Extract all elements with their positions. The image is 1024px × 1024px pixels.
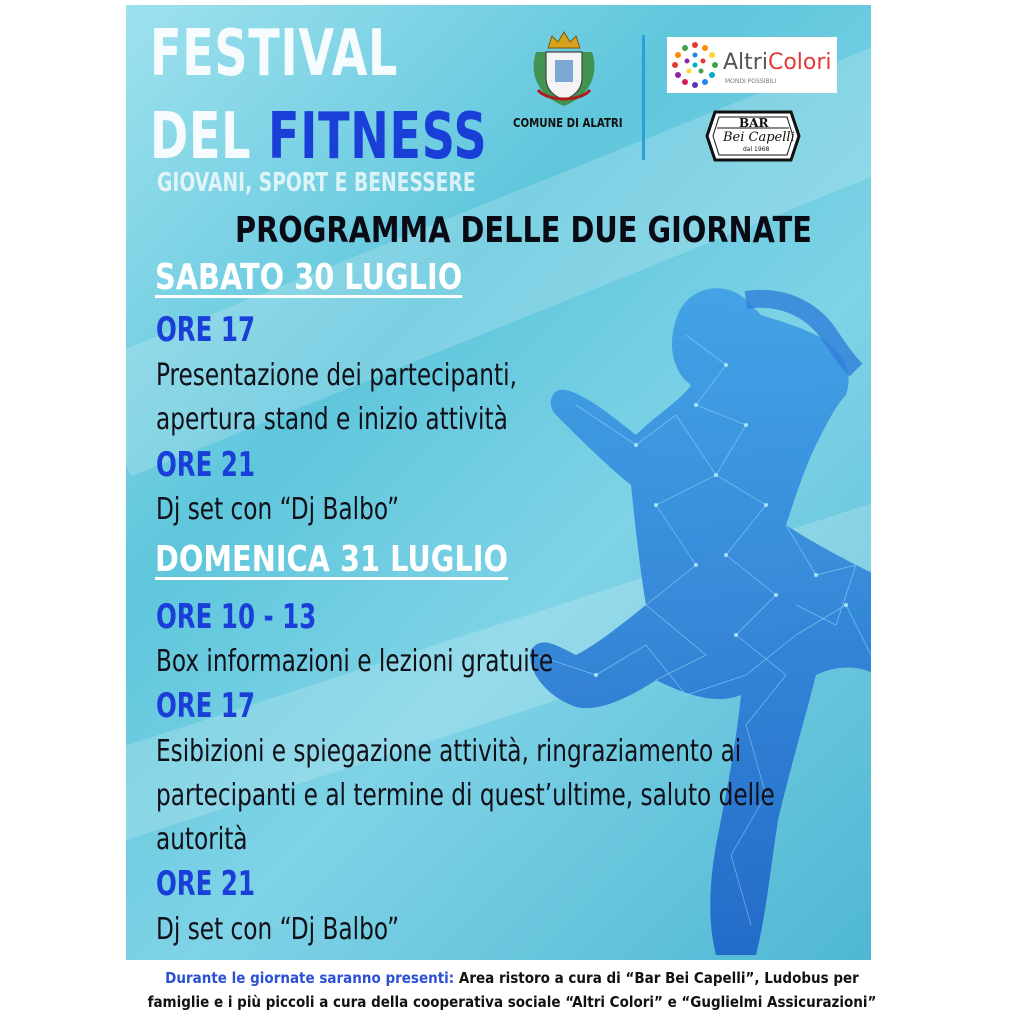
altri-colori-tagline: MONDI POSSIBILI xyxy=(725,78,777,85)
festival-title-line2 xyxy=(150,100,488,174)
event-description: apertura stand e inizio attività xyxy=(156,402,508,437)
festival-title-del: DEL xyxy=(150,100,252,174)
event-description: partecipanti e al termine di quest’ultime, saluto delle xyxy=(156,778,775,813)
event-description: autorità xyxy=(156,822,248,857)
bar-word: BAR xyxy=(739,116,769,130)
logo-divider xyxy=(642,35,645,160)
event-description: Presentazione dei partecipanti, xyxy=(156,358,517,393)
bar-since: dal 1968 xyxy=(743,146,770,153)
footer-line1 xyxy=(0,966,1024,990)
footer-line1-rest: Area ristoro a cura di “Bar Bei Capelli”, Ludobus per xyxy=(458,969,859,987)
program-heading: PROGRAMMA DELLE DUE GIORNATE xyxy=(235,210,812,251)
festival-title-line1: FESTIVAL xyxy=(150,17,399,91)
altri-colori-logo xyxy=(667,37,837,93)
bar-name: Bei Capelli xyxy=(723,130,795,145)
event-time: ORE 17 xyxy=(156,310,255,350)
footer-line2: famiglie e i più piccoli a cura della cooperativa sociale “Altri Colori” e “Guglielmi Assicurazioni” xyxy=(147,993,877,1011)
day-sunday: DOMENICA 31 LUGLIO xyxy=(155,539,508,580)
event-time: ORE 21 xyxy=(156,864,255,904)
festival-title-fitness: FITNESS xyxy=(268,100,488,174)
comune-crest-icon xyxy=(528,30,600,108)
bar-bei-capelli-logo xyxy=(703,108,803,164)
event-description: Box informazioni e lezioni gratuite xyxy=(156,644,554,679)
comune-label: COMUNE DI ALATRI xyxy=(513,116,623,130)
festival-subtitle: GIOVANI, SPORT E BENESSERE xyxy=(157,168,476,198)
footer-lead: Durante le giornate saranno presenti: xyxy=(165,969,455,987)
event-time: ORE 17 xyxy=(156,686,255,726)
altri-colori-part1: Altri xyxy=(723,50,768,75)
day-saturday: SABATO 30 LUGLIO xyxy=(155,257,463,298)
event-description: Dj set con “Dj Balbo” xyxy=(156,492,400,527)
runner-illustration xyxy=(516,275,871,960)
event-time: ORE 10 - 13 xyxy=(156,597,317,637)
altri-colori-wordmark xyxy=(723,50,832,75)
footer-note xyxy=(0,966,1024,1014)
event-time: ORE 21 xyxy=(156,445,255,485)
event-description: Dj set con “Dj Balbo” xyxy=(156,912,400,947)
event-description: Esibizioni e spiegazione attività, ringraziamento ai xyxy=(156,734,742,769)
dot-circle-icon xyxy=(671,41,719,89)
altri-colori-part2: Colori xyxy=(767,50,832,75)
